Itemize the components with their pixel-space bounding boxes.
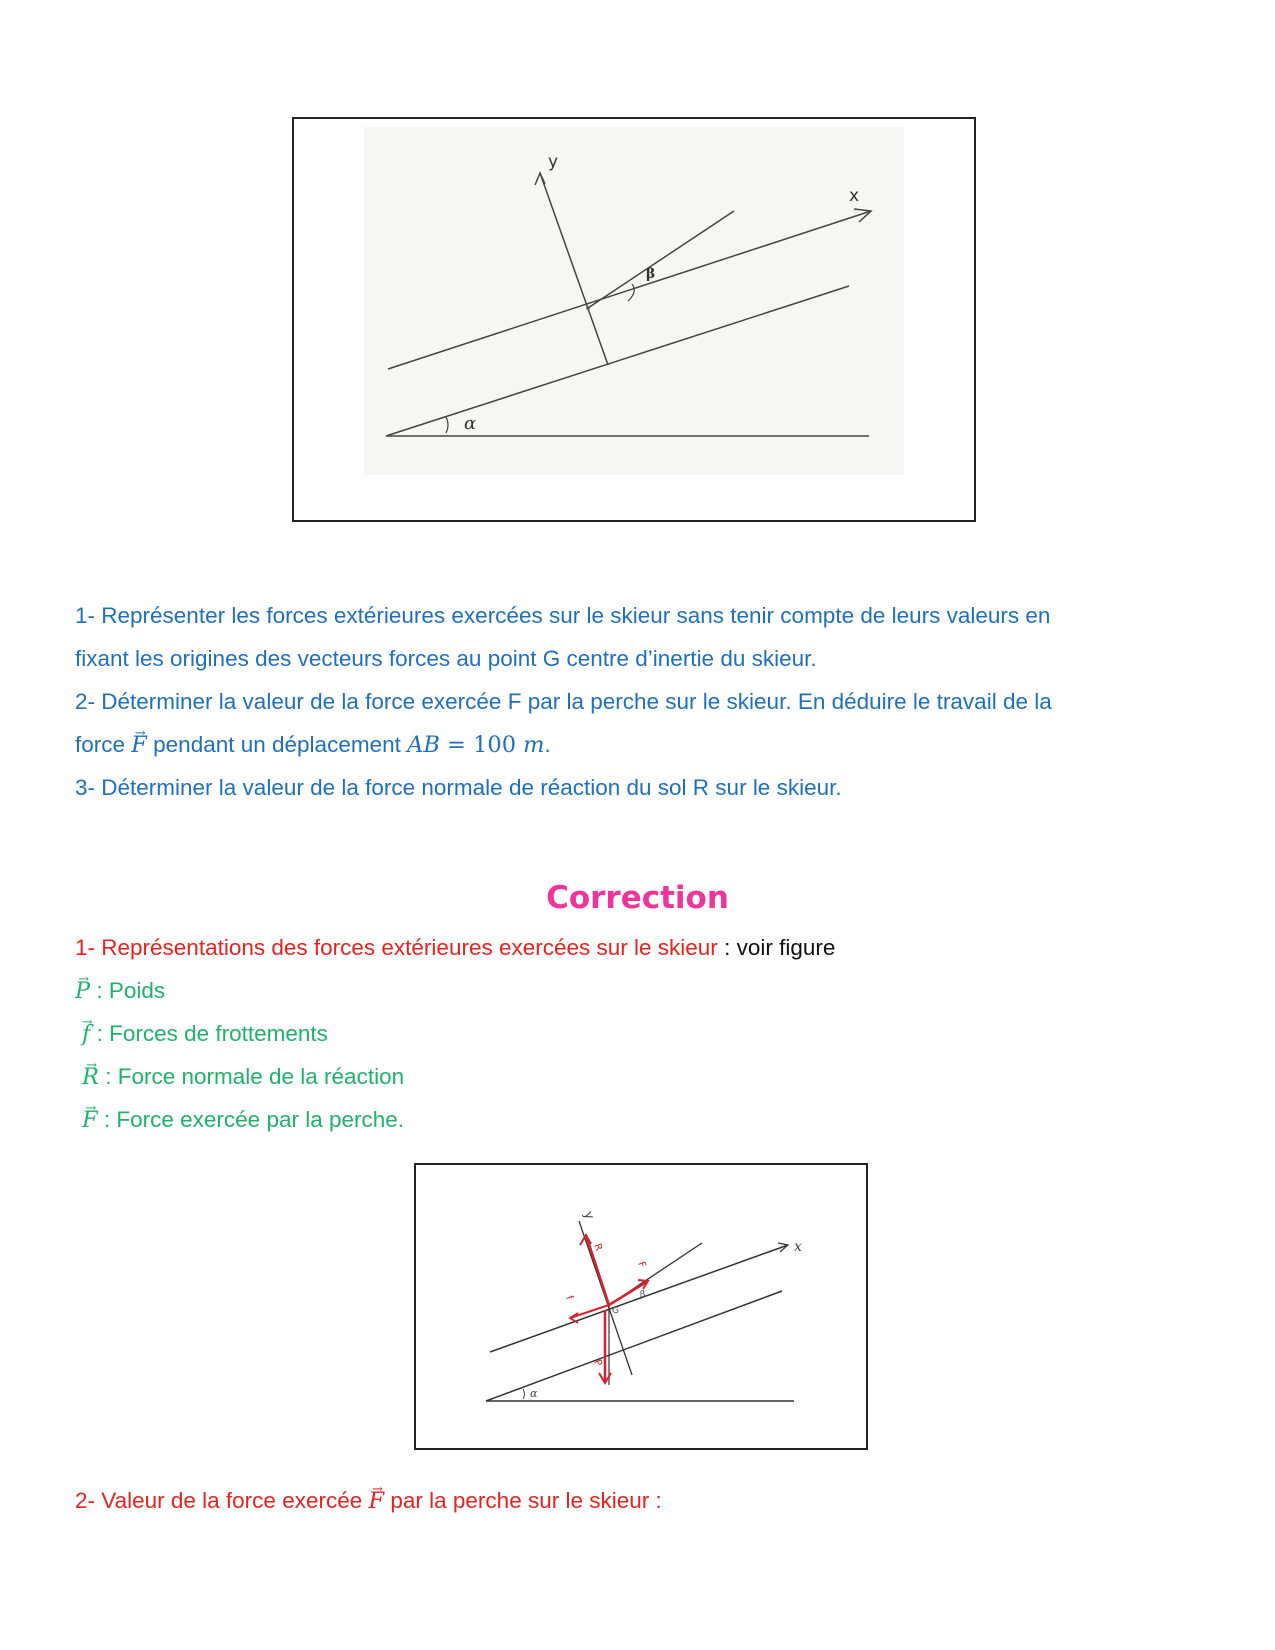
question-2-line-2: [75, 732, 551, 758]
point-g: [586, 306, 590, 310]
correction-item-1-label: 1- Représentations des forces extérieures exercées sur le skieur: [75, 935, 718, 960]
correction-title: Correction: [546, 880, 729, 916]
correction-item-2: [75, 1488, 662, 1514]
q2-math-ab: AB: [407, 732, 440, 758]
correction-item-2-b: par la perche sur le skieur :: [384, 1488, 662, 1513]
legend-p-text: : Poids: [90, 978, 166, 1003]
legend-item-p: [75, 978, 165, 1004]
figure-forces-correction: [414, 1163, 868, 1450]
vector-f-small-symbol: → f: [82, 1021, 90, 1047]
y-axis-label-2: y: [580, 1209, 597, 1222]
question-2-line-1: 2- Déterminer la valeur de la force exercée F par la perche sur le skieur. En déduire le travail de la: [75, 689, 1052, 714]
label-p: P: [591, 1358, 604, 1368]
beta-label: β: [646, 266, 656, 282]
vector-f-symbol: → F: [131, 732, 147, 758]
correction-item-1-see-figure: : voir figure: [717, 935, 836, 960]
label-g: G: [612, 1306, 619, 1316]
vector-f-big-symbol: → F: [82, 1107, 98, 1133]
question-1-line-2: fixant les origines des vecteurs forces au point G centre d’inertie du skieur.: [75, 646, 817, 671]
legend-f-text: : Forces de frottements: [90, 1021, 328, 1046]
slope-line-2: [486, 1291, 782, 1401]
legend-r-text: : Force normale de la réaction: [98, 1064, 405, 1089]
correction-item-2-a: 2- Valeur de la force exercée: [75, 1488, 369, 1513]
legend-perche-text: : Force exercée par la perche.: [97, 1107, 405, 1132]
alpha-arc-2: [523, 1389, 525, 1399]
q2-math-eq: = 100: [439, 732, 524, 758]
q2-text-a: force: [75, 732, 132, 757]
figure-2-diagram: [416, 1165, 866, 1448]
label-alpha-2: α: [530, 1387, 538, 1400]
figure-1-background: [364, 127, 904, 475]
x-axis-line-2: [490, 1245, 788, 1352]
correction-item-1: [75, 935, 835, 961]
legend-item-perche: [82, 1107, 404, 1133]
vector-f-item2-symbol: → F: [369, 1488, 385, 1514]
x-axis-label-2: x: [794, 1239, 802, 1255]
q2-end: .: [544, 732, 551, 757]
alpha-label: α: [464, 413, 477, 434]
label-r: R: [591, 1242, 604, 1253]
question-3: 3- Déterminer la valeur de la force normale de réaction du sol R sur le skieur.: [75, 775, 842, 800]
figure-inclined-plane: [292, 117, 976, 522]
label-f-big: F: [635, 1260, 648, 1270]
vector-p-symbol: → P: [75, 978, 90, 1004]
q2-math-unit: m: [523, 732, 545, 758]
figure-1-diagram: [294, 119, 974, 520]
vector-friction-head: [570, 1313, 578, 1323]
q2-text-b: pendant un déplacement: [146, 732, 408, 757]
label-beta-2: β: [640, 1290, 646, 1300]
x-axis-label: x: [849, 186, 860, 206]
y-axis-label: y: [548, 152, 559, 172]
legend-item-r: [82, 1064, 404, 1090]
legend-item-f: [82, 1021, 328, 1047]
vector-r-symbol: → R: [82, 1064, 99, 1090]
label-f-small: f: [563, 1294, 575, 1302]
question-1-line-1: 1- Représenter les forces extérieures exercées sur le skieur sans tenir compte de leurs valeurs en: [75, 603, 1051, 628]
